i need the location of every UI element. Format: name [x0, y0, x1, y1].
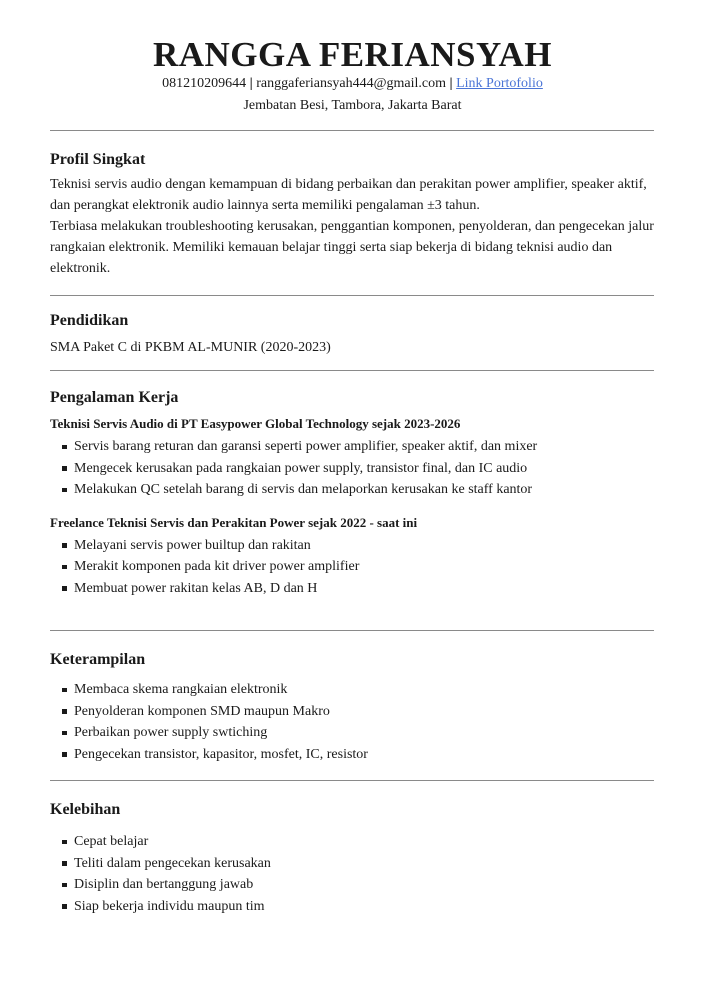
list-item: Melakukan QC setelah barang di servis dan melaporkan kerusakan ke staff kantor [62, 479, 658, 501]
list-item: Pengecekan transistor, kapasitor, mosfet, IC, resistor [62, 744, 658, 766]
bullet-icon [62, 904, 67, 909]
phone-number: 081210209644 [162, 76, 247, 91]
portfolio-link[interactable]: Link Portofolio [456, 76, 543, 91]
bullet-icon [62, 840, 67, 845]
list-item: Membuat power rakitan kelas AB, D dan H [62, 578, 658, 600]
job-title: Freelance Teknisi Servis dan Perakitan Power sejak 2022 - saat ini [50, 514, 418, 530]
profile-paragraph: Terbiasa melakukan troubleshooting kerusakan, penggantian komponen, penyolderan, dan pengecekan jalur rangkaian elektronik. Memiliki kemauan belajar tinggi serta siap bekerja di bidang teknisi audio dan elektronik. [50, 219, 654, 276]
email-address: ranggaferiansyah444@gmail.com [256, 76, 447, 91]
job-duties [50, 436, 658, 501]
job-duties [50, 535, 658, 600]
contact-line [0, 75, 705, 93]
profile-paragraph: Teknisi servis audio dengan kemampuan di bidang perbaikan dan perakitan power amplifier, speaker aktif, dan perangkat elektronik audio lainnya serta memiliki pengalaman ±3 tahun. [50, 177, 647, 213]
bullet-icon [62, 586, 67, 591]
divider [50, 370, 654, 371]
bullet-icon [62, 709, 67, 714]
list-item: Melayani servis power builtup dan rakitan [62, 535, 658, 557]
bullet-icon [62, 731, 67, 736]
separator: | [449, 76, 453, 91]
list-item: Teliti dalam pengecekan kerusakan [62, 853, 658, 875]
bullet-icon [62, 543, 67, 548]
resume-header [0, 36, 705, 115]
strengths-list [50, 831, 658, 917]
list-item: Membaca skema rangkaian elektronik [62, 679, 658, 701]
list-item: Perbaikan power supply swtiching [62, 722, 658, 744]
section-title: Profil Singkat [50, 151, 146, 168]
skills-list [50, 679, 658, 765]
divider [50, 630, 654, 631]
section-title: Pengalaman Kerja [50, 389, 179, 406]
bullet-icon [62, 565, 67, 570]
list-item: Merakit komponen pada kit driver power amplifier [62, 556, 658, 578]
education-section [50, 311, 658, 358]
bullet-icon [62, 883, 67, 888]
list-item: Penyolderan komponen SMD maupun Makro [62, 701, 658, 723]
skills-section [50, 650, 658, 765]
strengths-section [50, 800, 658, 917]
divider [50, 780, 654, 781]
job-title: Teknisi Servis Audio di PT Easypower Global Technology sejak 2023-2026 [50, 416, 461, 431]
bullet-icon [62, 752, 67, 757]
job-entry [50, 514, 658, 600]
list-item: Mengecek kerusakan pada rangkaian power supply, transistor final, dan IC audio [62, 458, 658, 480]
bullet-icon [62, 688, 67, 693]
list-item: Servis barang returan dan garansi seperti power amplifier, speaker aktif, dan mixer [62, 436, 658, 458]
section-title: Kelebihan [50, 801, 121, 818]
profile-section [50, 150, 658, 279]
bullet-icon [62, 861, 67, 866]
bullet-icon [62, 445, 67, 450]
education-entry: SMA Paket C di PKBM AL-MUNIR (2020-2023) [50, 340, 331, 355]
address: Jembatan Besi, Tambora, Jakarta Barat [243, 98, 462, 113]
list-item: Siap bekerja individu maupun tim [62, 896, 658, 918]
candidate-name: RANGGA FERIANSYAH [152, 35, 553, 74]
section-title: Keterampilan [50, 651, 146, 668]
section-title: Pendidikan [50, 312, 129, 329]
list-item: Disiplin dan bertanggung jawab [62, 874, 658, 896]
bullet-icon [62, 466, 67, 471]
bullet-icon [62, 488, 67, 493]
experience-section [50, 388, 658, 599]
divider [50, 130, 654, 131]
job-entry [50, 415, 658, 501]
divider [50, 295, 654, 296]
list-item: Cepat belajar [62, 831, 658, 853]
separator: | [249, 76, 253, 91]
